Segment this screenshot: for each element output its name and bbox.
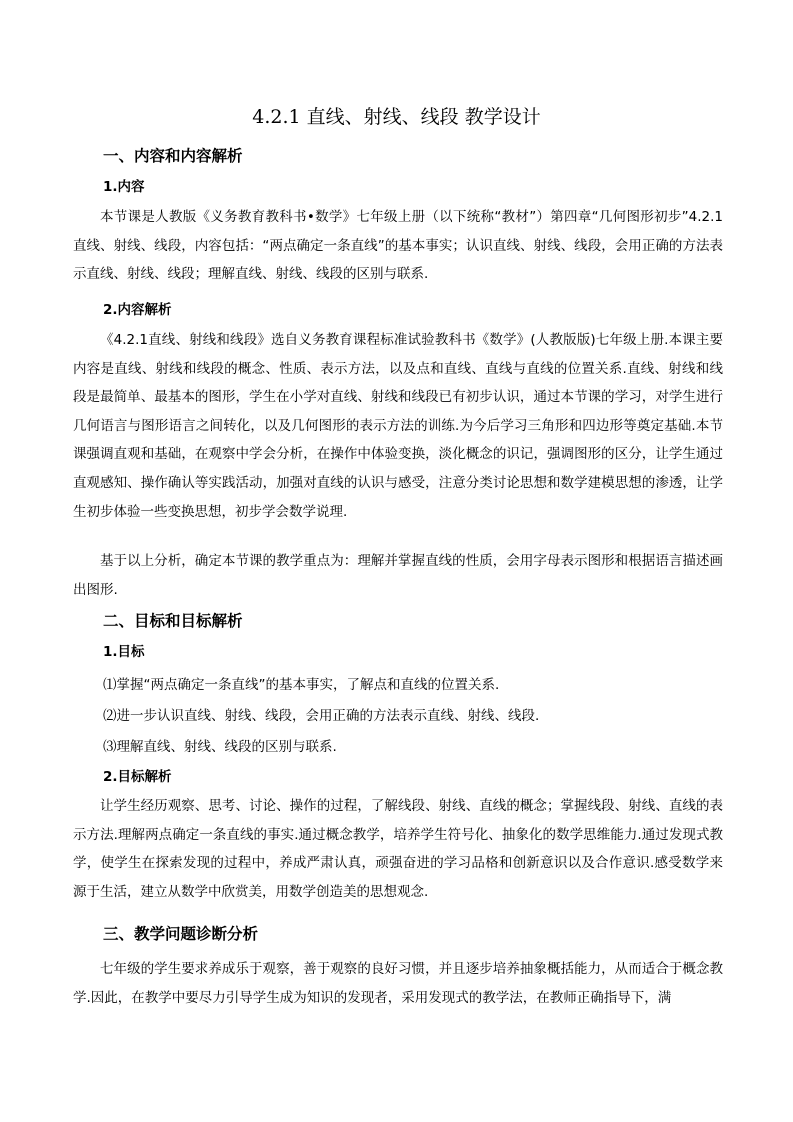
subheading-content-analysis: 2.内容解析 (103, 302, 172, 318)
subheading-content: 1.内容 (103, 179, 145, 195)
paragraph-content: 本节课是人教版《义务教育教科书•数学》七年级上册（以下统称“教材”）第四章“几何图形初步”4.2.1 直线、射线、线段，内容包括：“两点确定一条直线”的基本事实；认识直线、射线、线段，会用正确的方法表示直线、射线、线段；理解直线、射线、线段的区别与联系. (73, 209, 723, 283)
paragraph-objectives-analysis: 让学生经历观察、思考、讨论、操作的过程，了解线段、射线、直线的概念；掌握线段、射线、直线的表示方法.理解两点确定一条直线的事实.通过概念教学，培养学生符号化、抽象化的数学思维能力.通过发现式教学，使学生在探索发现的过程中，养成严肃认真，顽强奋进的学习品格和创新意识以及合作意识.感受数学来源于生活，建立从数学中欣赏美，用数学创造美的思想观念. (73, 798, 723, 900)
objective-item-1: ⑴掌握“两点确定一条直线”的基本事实，了解点和直线的位置关系. (103, 677, 500, 693)
subheading-objectives: 1.目标 (103, 644, 145, 660)
document-title: 4.2.1 直线、射线、线段 教学设计 (252, 106, 541, 128)
subheading-objectives-analysis: 2.目标解析 (103, 769, 172, 785)
section-heading-objectives: 二、目标和目标解析 (103, 612, 243, 630)
objective-item-2: ⑵进一步认识直线、射线、线段，会用正确的方法表示直线、射线、线段. (103, 708, 540, 724)
section-heading-content: 一、内容和内容解析 (103, 147, 243, 165)
paragraph-problem-diagnosis: 七年级的学生要求养成乐于观察，善于观察的良好习惯，并且逐步培养抽象概括能力，从而适合于概念教学.因此，在教学中要尽力引导学生成为知识的发现者，采用发现式的教学法，在教师正确指导下，满 (73, 961, 723, 1006)
section-heading-problem-diagnosis: 三、教学问题诊断分析 (103, 925, 259, 943)
paragraph-teaching-focus: 基于以上分析，确定本节课的教学重点为：理解并掌握直线的性质，会用字母表示图形和根据语言描述画出图形. (73, 553, 723, 598)
objective-item-3: ⑶理解直线、射线、线段的区别与联系. (103, 739, 337, 755)
paragraph-content-analysis: 《4.2.1直线、射线和线段》选自义务教育课程标准试验教科书《数学》(人教版版)七年级上册.本课主要内容是直线、射线和线段的概念、性质、表示方法，以及点和直线、直线与直线的位置关系.直线、射线和线段是最简单、最基本的图形，学生在小学对直线、射线和线段已有初步认识，通过本节课的学习，对学生进行几何语言与图形语言之间转化，以及几何图形的表示方法的训练.为今后学习三角形和四边形等奠定基础.本节课强调直观和基础，在观察中学会分析，在操作中体验变换，淡化概念的识记，强调图形的区分，让学生通过直观感知、操作确认等实践活动，加强对直线的认识与感受，注意分类讨论思想和数学建模思想的渗透，让学生初步体验一些变换思想，初步学会数学说理. (73, 332, 723, 520)
